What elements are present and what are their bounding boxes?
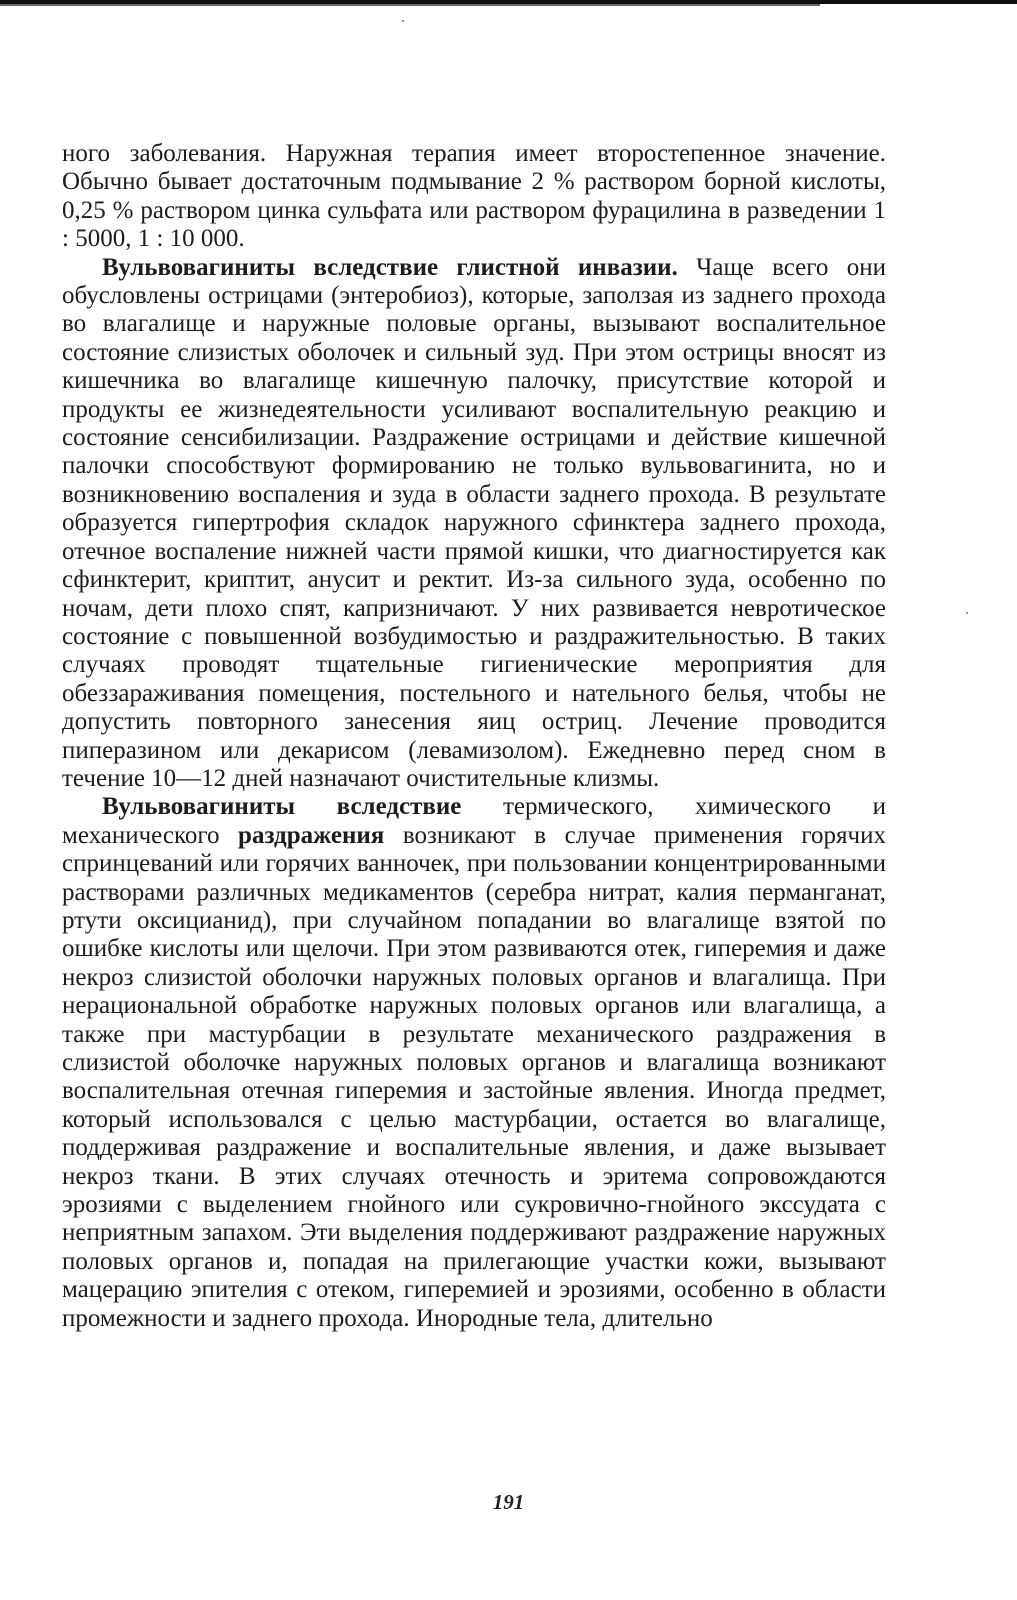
top-scan-edge-shadow	[0, 4, 820, 6]
section-heading-helminthic: Вульвовагиниты вследствие глистной инвазии.	[102, 253, 678, 281]
section-heading-irritation-part-1: Вульвовагиниты вследствие	[102, 793, 462, 821]
paragraph-irritation-vulvovaginitis	[62, 793, 886, 1333]
scan-speck	[966, 612, 968, 614]
section-heading-irritation-part-2: раздражения	[238, 821, 385, 849]
paragraph-continuation: ного заболевания. Наружная терапия имеет второстепенное значение. Обычно бывает достаточным подмывание 2 % раствором борной кислоты, 0,25 % раствором цинка сульфата или раствором фурацилина в разведении 1 : 5000, 1 : 10 000.	[62, 140, 886, 253]
paragraph-text: Чаще всего они обусловлены острицами (энтеробиоз), которые, заползая из заднего прохода во влагалище и наружные половые органы, вызывают воспалительное состояние слизистых оболочек и сильный зуд. При этом острицы вносят из кишечника во влагалище кишечную палочку, присутствие которой и продукты ее жизнедеятельности усиливают воспалительную реакцию и состояние сенсибилизации. Раздражение острицами и действие кишечной палочки способствуют формированию не только вульвовагинита, но и возникновению воспаления и зуда в области заднего прохода. В результате образуется гипертрофия складок наружного сфинктера заднего прохода, отечное воспаление нижней части прямой кишки, что диагностируется как сфинктерит, криптит, анусит и ректит. Из-за сильного зуда, особенно по ночам, дети плохо спят, капризничают. У них развивается невротическое состояние с повышенной возбудимостью и раздражительностью. В таких случаях проводят тщательные гигиенические мероприятия для обеззараживания помещения, постельного и нательного белья, чтобы не допустить повторного занесения яиц остриц. Лечение проводится пиперазином или декарисом (левамизолом). Ежедневно перед сном в течение 10—12 дней назначают очистительные клизмы.	[62, 253, 886, 792]
page-text-block	[62, 140, 886, 1333]
page-number: 191	[492, 1490, 525, 1514]
paragraph-helminthic-vulvovaginitis	[62, 254, 886, 794]
scan-speck	[402, 20, 404, 22]
paragraph-text: термического, химического и механического	[62, 793, 886, 849]
paragraph-text: возникают в случае применения горячих спринцеваний или горячих ванночек, при пользовании концентрированными растворами различных медикаментов (серебра нитрат, калия перманганат, ртути оксицианид), при случайном попадании во влагалище взятой по ошибке кислоты или щелочи. При этом развиваются отек, гиперемия и даже некроз слизистой оболочки наружных половых органов и влагалища. При нерациональной обработке наружных половых органов или влагалища, а также при мастурбации в результате механического раздражения в слизистой оболочке наружных половых органов и влагалища возникают воспалительная отечная гиперемия и застойные явления. Иногда предмет, который использовался с целью мастурбации, остается во влагалище, поддерживая раздражение и воспалительные явления, и даже вызывает некроз ткани. В этих случаях отечность и эритема сопровождаются эрозиями с выделением гнойного или сукровично-гнойного экссудата с неприятным запахом. Эти выделения поддерживают раздражение наружных половых органов и, попадая на прилегающие участки кожи, вызывают мацерацию эпителия с отеком, гиперемией и эрозиями, особенно в области промежности и заднего прохода. Инородные тела, длительно	[62, 821, 886, 1332]
